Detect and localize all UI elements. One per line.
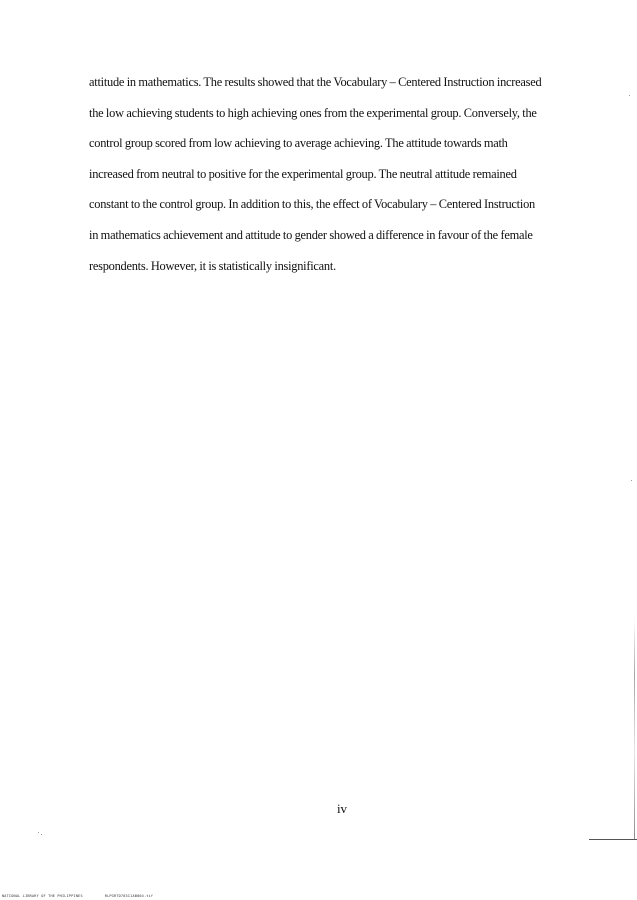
paragraph-line: attitude in mathematics. The results showed that the Vocabulary – Centered Instruction increased [89,75,542,89]
paragraph-line: increased from neutral to positive for the experimental group. The neutral attitude remained [89,166,517,181]
paragraph-line: in mathematics achievement and attitude to gender showed a difference in favour of the female [89,227,533,242]
scan-edge-artifact [634,620,635,840]
abstract-paragraph [89,67,589,281]
footer-library: NATIONAL LIBRARY OF THE PHILIPPINES [2,894,83,898]
page-number: iv [336,801,348,816]
scan-speck [38,832,39,833]
paragraph-line: the low achieving students to high achieving ones from the experimental group. Conversely, the [89,105,537,120]
scan-line-artifact [589,839,637,840]
paragraph-line: constant to the control group. In addition to this, the effect of Vocabulary – Centered Instruction [89,197,535,212]
footer-stamp [2,894,153,898]
paragraph-line: control group scored from low achieving to average achieving. The attitude towards math [89,136,508,151]
scan-speck [41,834,42,835]
scan-speck [629,95,630,96]
paragraph-line: respondents. However, it is statistically insignificant. [89,258,336,273]
footer-file: RLPGRTD703I1AB004.tif [104,894,154,898]
scan-speck [631,480,632,481]
